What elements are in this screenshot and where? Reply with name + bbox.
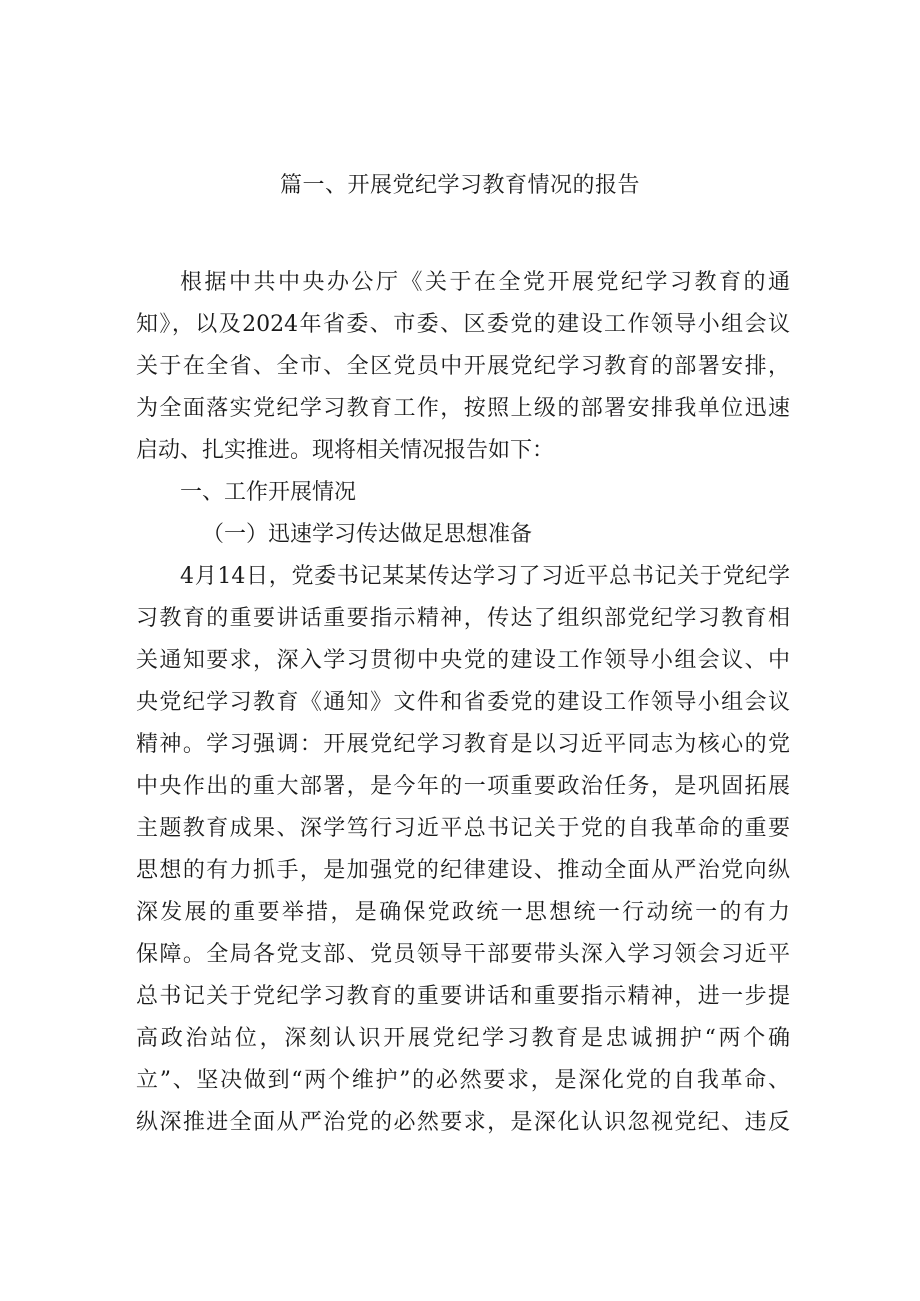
body-line: 主题教育成果、深学笃行习近平总书记关于党的自我革命的重要 — [136, 816, 790, 841]
body-line: 精神。学习强调：开展党纪学习教育是以习近平同志为核心的党 — [136, 732, 790, 757]
body-line: 纵深推进全面从严治党的必然要求，是深化认识忽视党纪、违反 — [136, 1110, 790, 1135]
body-line: 中央作出的重大部署，是今年的一项重要政治任务，是巩固拓展 — [136, 774, 790, 799]
body-line: 习教育的重要讲话重要指示精神，传达了组织部党纪学习教育相 — [136, 606, 790, 631]
intro-line: 知》，以及2024年省委、市委、区委党的建设工作领导小组会议 — [136, 312, 790, 337]
body-line: 思想的有力抓手，是加强党的纪律建设、推动全面从严治党向纵 — [136, 858, 790, 883]
body-line: 立”、坚决做到“两个维护”的必然要求，是深化党的自我革命、 — [136, 1068, 790, 1093]
body-line: 高政治站位，深刻认识开展党纪学习教育是忠诚拥护“两个确 — [136, 1026, 790, 1051]
subsection-heading: （一）迅速学习传达做足思想准备 — [202, 522, 533, 547]
body-line: 关通知要求，深入学习贯彻中央党的建设工作领导小组会议、中 — [136, 648, 790, 673]
intro-line: 根据中共中央办公厅《关于在全党开展党纪学习教育的通 — [180, 270, 790, 295]
document-body — [136, 262, 790, 1144]
body-line: 总书记关于党纪学习教育的重要讲话和重要指示精神，进一步提 — [136, 984, 790, 1009]
intro-line: 关于在全省、全市、全区党员中开展党纪学习教育的部署安排， — [136, 354, 790, 379]
intro-line: 为全面落实党纪学习教育工作，按照上级的部署安排我单位迅速 — [136, 396, 790, 421]
body-line: 央党纪学习教育《通知》文件和省委党的建设工作领导小组会议 — [136, 690, 790, 715]
body-line: 保障。全局各党支部、党员领导干部要带头深入学习领会习近平 — [136, 942, 790, 967]
section-heading: 一、工作开展情况 — [180, 480, 357, 505]
body-line: 4月14日，党委书记某某传达学习了习近平总书记关于党纪学 — [180, 564, 790, 589]
document-title: 篇一、开展党纪学习教育情况的报告 — [279, 173, 640, 198]
body-line: 深发展的重要举措，是确保党政统一思想统一行动统一的有力 — [136, 900, 790, 925]
intro-line: 启动、扎实推进。现将相关情况报告如下： — [136, 438, 555, 463]
